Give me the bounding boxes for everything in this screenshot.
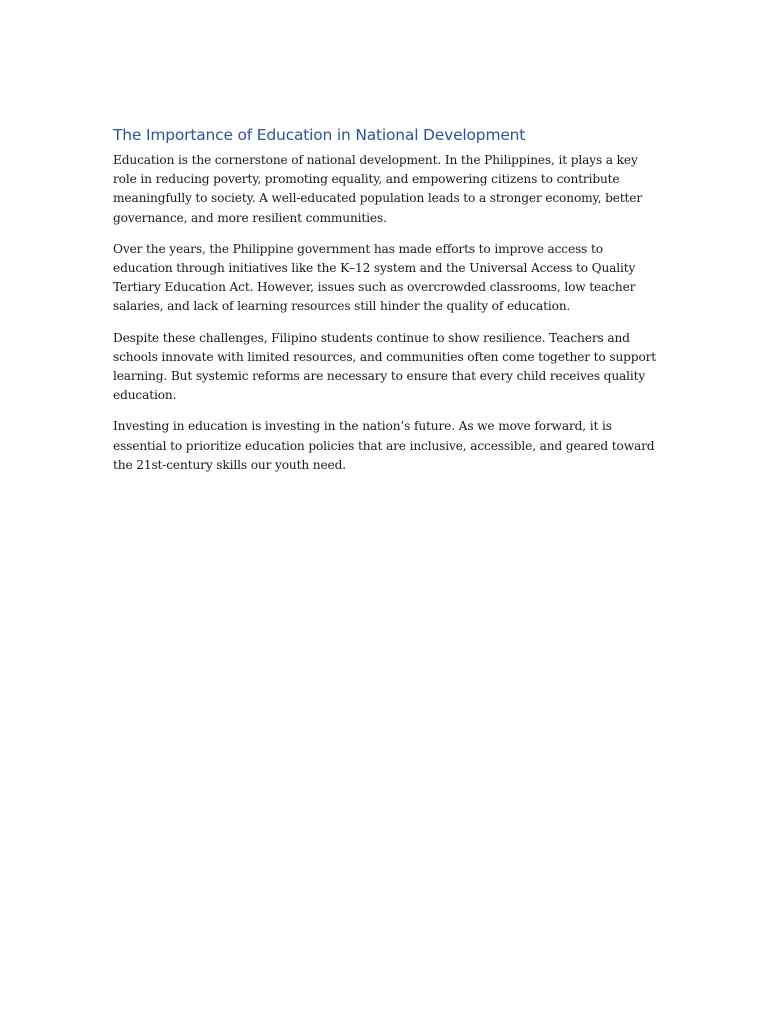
paragraph-1: Education is the cornerstone of national development. In the Philippines, it plays a key role in reducing poverty, promoting equality, and empowering citizens to contribute meaningfully to society. A well-educated population leads to a stronger economy, better governance, and more resilient communities. xyxy=(113,153,643,225)
paragraph-3: Despite these challenges, Filipino students continue to show resilience. Teachers and schools innovate with limited resources, and communities often come together to support learning. But systemic reforms are necessary to ensure that every child receives quality education. xyxy=(113,330,657,403)
document-body xyxy=(113,124,658,487)
paragraph-2: Over the years, the Philippine government has made efforts to improve access to education through initiatives like the K–12 system and the Universal Access to Quality Tertiary Education Act. However, issues such as overcrowded classrooms, low teacher salaries, and lack of learning resources still hinder the quality of education. xyxy=(113,241,636,314)
document-title: The Importance of Education in National Development xyxy=(113,126,526,144)
paragraph-4: Investing in education is investing in the nation’s future. As we move forward, it is essential to prioritize education policies that are inclusive, accessible, and geared toward the 21st-century skills our youth need. xyxy=(113,419,655,472)
